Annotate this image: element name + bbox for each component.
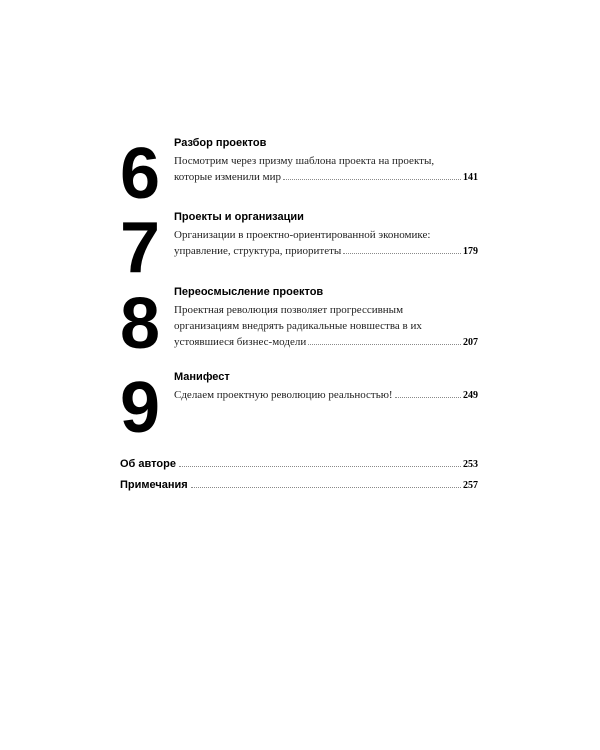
page-number: 207	[463, 337, 478, 348]
chapter-description: организациям внедрять радикальные новшества в их	[174, 320, 422, 332]
entry-title: Об авторе	[120, 458, 176, 470]
chapter-content	[174, 285, 478, 351]
page-number: 179	[463, 246, 478, 257]
entry-title: Примечания	[120, 479, 188, 491]
chapter-content	[174, 370, 478, 404]
chapter-title[interactable]: Переосмысление проектов	[174, 286, 324, 298]
toc-entry-line[interactable]	[174, 387, 478, 404]
chapter-description: Посмотрим через призму шаблона проекта на проекты,	[174, 155, 435, 167]
dot-leader	[179, 466, 461, 467]
dot-leader	[191, 487, 461, 488]
dot-leader	[343, 253, 461, 254]
chapter-content	[174, 210, 478, 260]
toc-entry-line[interactable]	[174, 243, 478, 260]
toc-entry-notes[interactable]	[120, 477, 478, 494]
chapter-number: 9	[120, 368, 159, 448]
chapter-description-end: устоявшиеся бизнес-модели	[174, 336, 307, 348]
page-number: 249	[463, 390, 478, 401]
chapter-description: Проектная революция позволяет прогрессивным	[174, 304, 404, 316]
toc-entry-about-author[interactable]	[120, 456, 478, 473]
chapter-title[interactable]: Манифест	[174, 371, 230, 383]
dot-leader	[283, 179, 461, 180]
dot-leader	[395, 397, 461, 398]
chapter-content	[174, 136, 478, 186]
page-number: 141	[463, 172, 478, 183]
page-number: 257	[463, 480, 478, 491]
chapter-description: Организации в проектно-ориентированной экономике:	[174, 229, 431, 241]
toc-entry-line[interactable]	[174, 334, 478, 351]
chapter-number: 8	[120, 284, 159, 364]
chapter-description-end: которые изменили мир	[174, 171, 281, 183]
chapter-title[interactable]: Проекты и организации	[174, 211, 304, 223]
chapter-title[interactable]: Разбор проектов	[174, 137, 267, 149]
dot-leader	[308, 344, 461, 345]
chapter-description-end: Сделаем проектную революцию реальностью!	[174, 389, 393, 401]
chapter-number: 7	[120, 208, 159, 288]
toc-entry-line[interactable]	[174, 169, 478, 186]
page-number: 253	[463, 459, 478, 470]
chapter-number: 6	[120, 134, 159, 214]
chapter-description-end: управление, структура, приоритеты	[174, 245, 342, 257]
